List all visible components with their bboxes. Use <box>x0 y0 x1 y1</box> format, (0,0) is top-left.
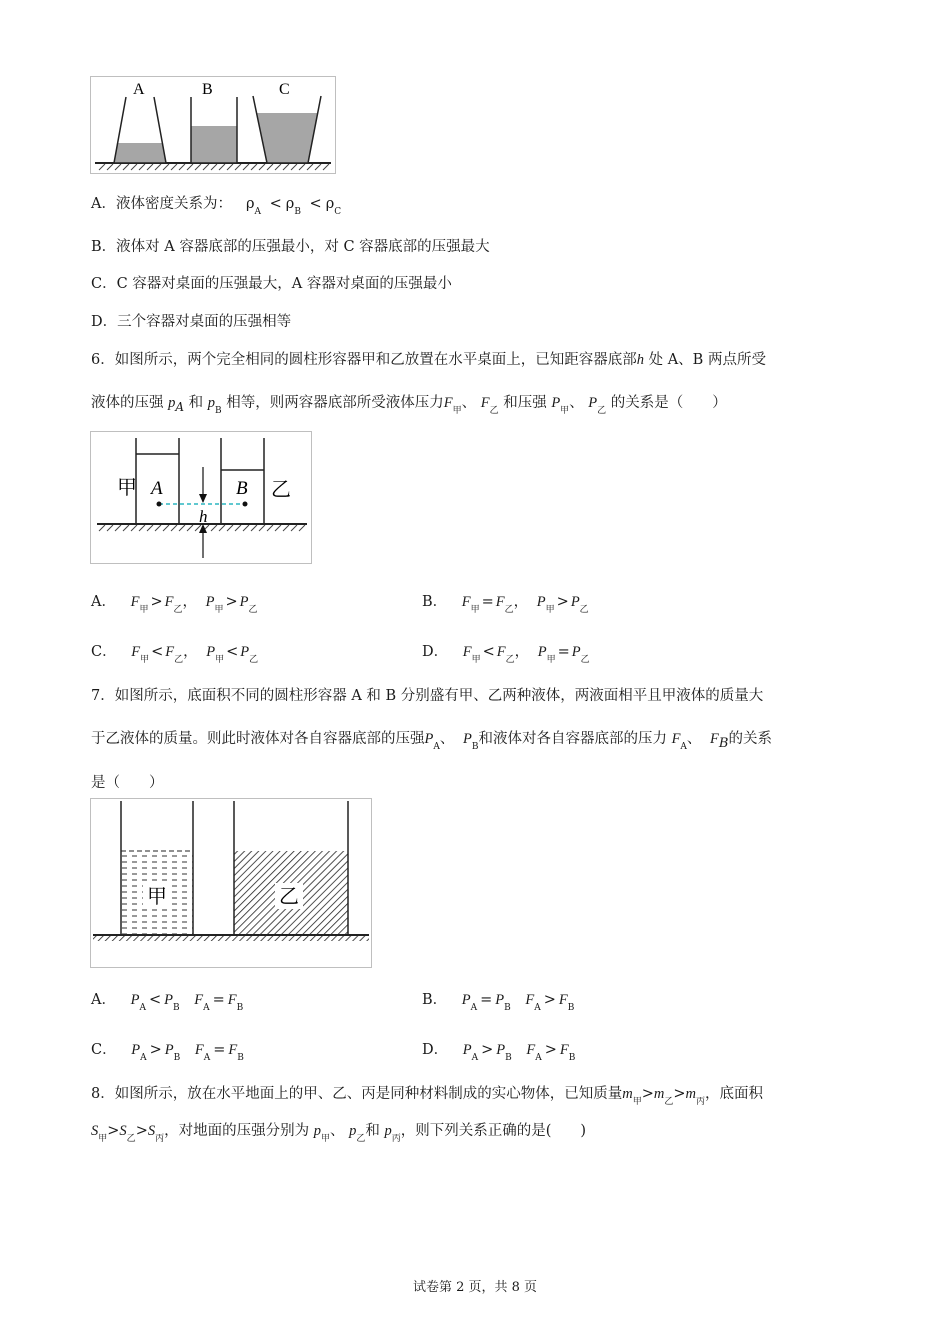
q8-stem-line2: $S_甲>S_乙>S_丙$，对地面的压强分别为 $p_甲$、 $p_乙$和 $p_丙$，则下列关系正确的是( ) <box>91 1123 587 1144</box>
q8-stem-line1: 8．如图所示，放在水平地面上的甲、乙、丙是同种材料制成的实心物体，已知质量$m_甲>m_乙>m_丙$，底面积 <box>91 1086 764 1107</box>
label-c: C <box>279 81 290 98</box>
q6-containers-diagram <box>91 432 311 563</box>
q6-stem-line1: 6．如图所示，两个完全相同的圆柱形容器甲和乙放置在水平桌面上，已知距容器底部h 处 A、B 两点所受 <box>91 352 766 368</box>
q7-option-c: C． $P_A > P_B$ $F_A = F_B$ <box>91 1042 244 1063</box>
q7-stem-line1: 7．如图所示，底面积不同的圆柱形容器 A 和 B 分别盛有甲、乙两种液体，两液面相平且甲液体的质量大 <box>91 688 764 704</box>
q6-option-a: A． $F_甲 > F_乙$， $P_甲 > P_乙$ <box>91 594 258 615</box>
point-a <box>157 502 162 507</box>
q5-option-a: A．液体密度关系为： $\rho_A < \rho_B < \rho_C$ <box>91 196 342 217</box>
q7-option-a: A． $P_A < P_B$ $F_A = F_B$ <box>91 992 244 1013</box>
q7-stem-line3: 是（ ） <box>91 775 164 791</box>
container-b-liquid <box>191 126 237 163</box>
point-b <box>243 502 248 507</box>
container-a-liquid <box>114 143 166 163</box>
q7-figure <box>90 798 372 968</box>
q5-option-d: D．三个容器对桌面的压强相等 <box>91 314 292 330</box>
label-jia: 甲 <box>117 477 137 499</box>
q5-option-b: B．液体对 A 容器底部的压强最小，对 C 容器底部的压强最大 <box>91 239 490 255</box>
label-b: B <box>236 478 248 499</box>
q6-option-c: C． $F_甲 < F_乙$， $P_甲 < P_乙$ <box>91 644 259 665</box>
q6-figure <box>90 431 312 564</box>
q6-stem-line2: 液体的压强 $p_A$ 和 $p_B$ 相等，则两容器底部所受液体压力$F_甲$、 $F_乙$ 和压强 $P_甲$、 $P_乙$ 的关系是（ ） <box>91 395 727 416</box>
label-yi: 乙 <box>271 479 291 501</box>
label-yi: 乙 <box>279 886 299 908</box>
label-h: h <box>199 507 208 526</box>
q6-option-b: B． $F_甲 = F_乙$， $P_甲 > P_乙$ <box>422 594 589 615</box>
q5-option-c: C．C 容器对桌面的压强最大，A 容器对桌面的压强最小 <box>91 276 452 292</box>
q7-option-b: B． $P_A = P_B$ $F_A > F_B$ <box>422 992 575 1013</box>
label-a: A <box>133 81 145 98</box>
q7-stem-line2: 于乙液体的质量。则此时液体对各自容器底部的压强$P_A$、 $P_B$和液体对各自容器底部的压力 $F_A$、 FB的关系 <box>91 731 772 752</box>
q7-containers-diagram <box>91 799 371 967</box>
label-a: A <box>151 478 163 499</box>
page-footer: 试卷第 2 页，共 8 页 <box>412 1280 538 1295</box>
q6-option-d: D． $F_甲 < F_乙$， $P_甲 = P_乙$ <box>422 644 590 665</box>
q5-figure <box>90 76 336 174</box>
label-b: B <box>202 81 213 98</box>
label-jia: 甲 <box>147 886 167 908</box>
arrow-down-icon <box>199 494 207 503</box>
q7-option-d: D． $P_A > P_B$ $F_A > F_B$ <box>422 1042 576 1063</box>
q5-containers-diagram <box>91 77 335 173</box>
